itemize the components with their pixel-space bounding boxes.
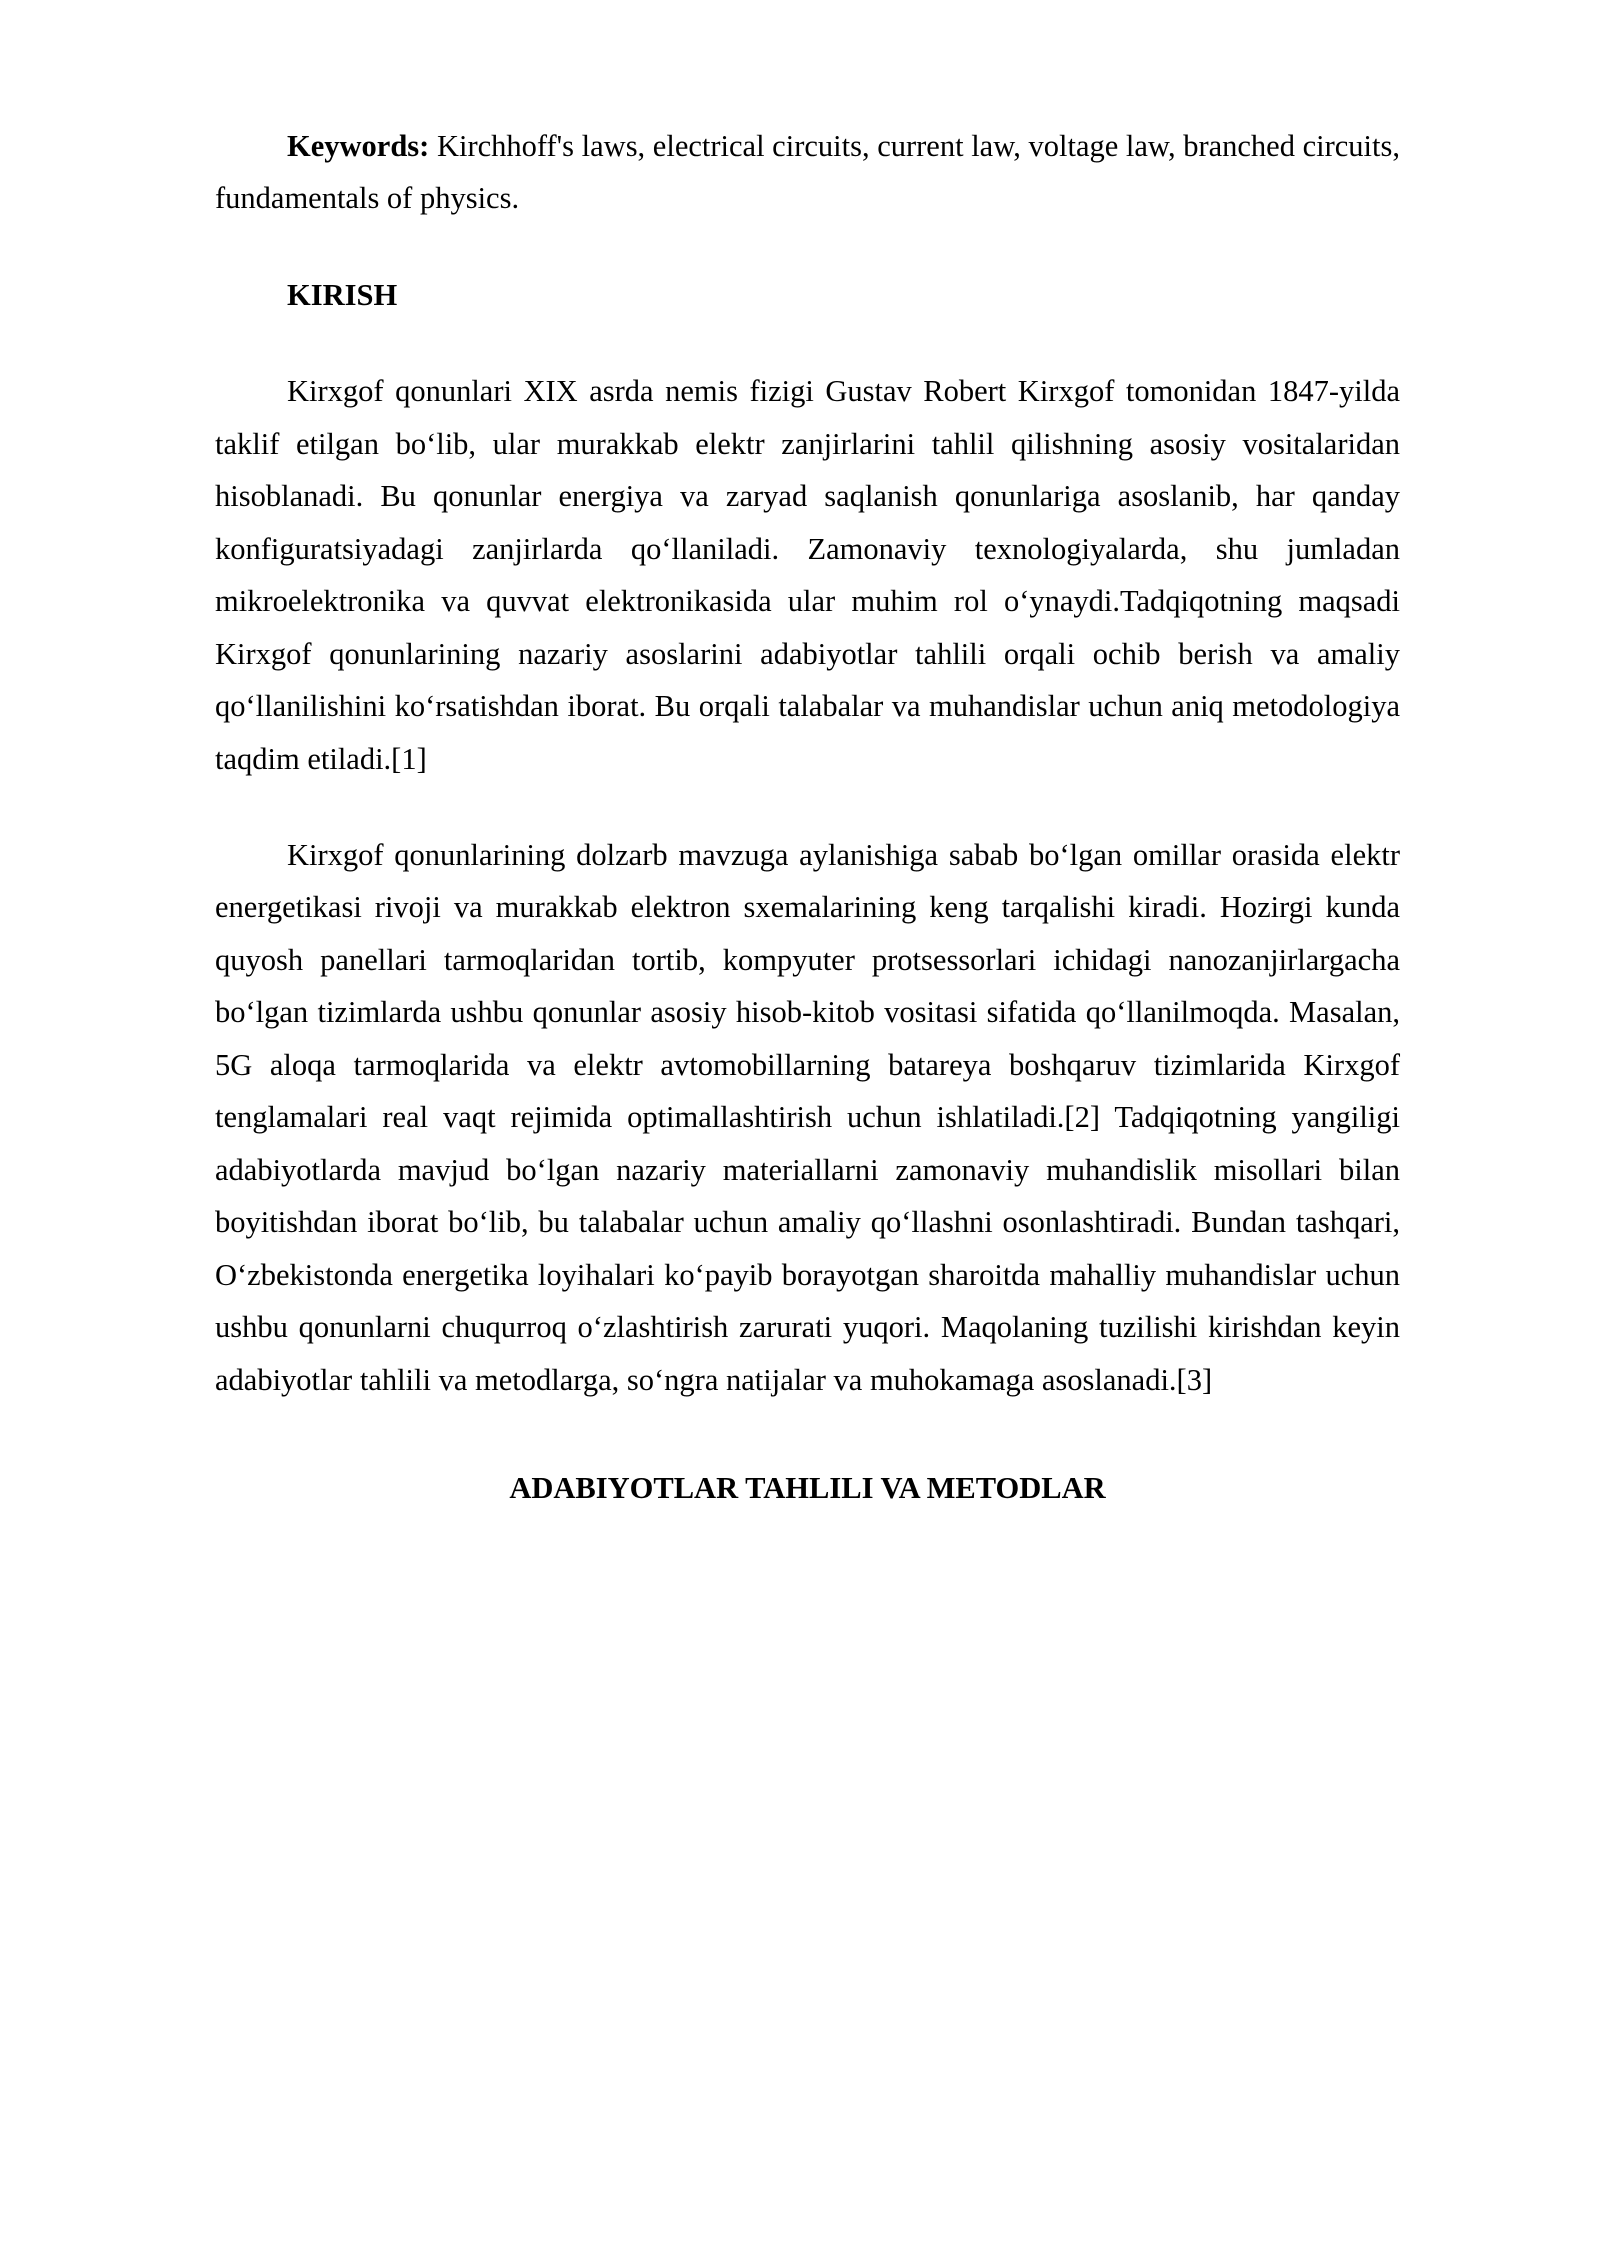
paragraph-intro-2: Kirxgof qonunlarining dolzarb mavzuga aylanishiga sabab bo‘lgan omillar orasida elektr energetikasi rivoji va murakkab elektron sxemalarining keng tarqalishi kiradi. Hozirgi kunda quyosh panellari tarmoqlaridan tortib, kompyuter protsessorlari ichidagi nanozanjirlargacha bo‘lgan tizimlarda ushbu qonunlar asosiy hisob-kitob vositasi sifatida qo‘llanilmoqda. Masalan, 5G aloqa tarmoqlarida va elektr avtomobillarning batareya boshqaruv tizimlarida Kirxgof tenglamalari real vaqt rejimida optimallashtirish uchun ishlatiladi.[2] Tadqiqotning yangiligi adabiyotlarda mavjud bo‘lgan nazariy materiallarni zamonaviy muhandislik misollari bilan boyitishdan iborat bo‘lib, bu talabalar uchun amaliy qo‘llashni osonlashtiradi. Bundan tashqari, O‘zbekistonda energetika loyihalari ko‘payib borayotgan sharoitda mahalliy muhandislar uchun ushbu qonunlarni chuqurroq o‘zlashtirish zarurati yuqori. Maqolaning tuzilishi kirishdan keyin adabiyotlar tahlili va metodlarga, so‘ngra natijalar va muhokamaga asoslanadi.[3] — [215, 837, 1400, 1397]
keywords-paragraph — [215, 120, 1400, 225]
spacer — [215, 351, 1400, 365]
paragraph-intro-1: Kirxgof qonunlari XIX asrda nemis fizigi Gustav Robert Kirxgof tomonidan 1847-yilda taklif etilgan bo‘lib, ular murakkab elektr zanjirlarini tahlil qilishning asosiy vositalaridan hisoblanadi. Bu qonunlar energiya va zaryad saqlanish qonunlariga asoslanib, har qanday konfiguratsiyadagi zanjirlarda qo‘llaniladi. Zamonaviy texnologiyalarda, shu jumladan mikroelektronika va quvvat elektronikasida ular muhim rol o‘ynaydi.Tadqiqotning maqsadi Kirxgof qonunlarining nazariy asoslarini adabiyotlar tahlili orqali ochib berish va amaliy qo‘llanilishini ko‘rsatishdan iborat. Bu orqali talabalar va muhandislar uchun aniq metodologiya taqdim etiladi.[1] — [215, 374, 1400, 776]
document-body — [215, 120, 1400, 1514]
spacer — [215, 815, 1400, 829]
spacer — [215, 1436, 1400, 1462]
keywords-text: Kirchhoff's laws, electrical circuits, current law, voltage law, branched circuits, fundamentals of physics. — [215, 129, 1400, 216]
heading-kirish: KIRISH — [287, 277, 398, 312]
spacer — [215, 255, 1400, 269]
keywords-label: Keywords: — [287, 129, 430, 163]
heading-adabiyotlar: ADABIYOTLAR TAHLILI VA METODLAR — [509, 1470, 1106, 1505]
